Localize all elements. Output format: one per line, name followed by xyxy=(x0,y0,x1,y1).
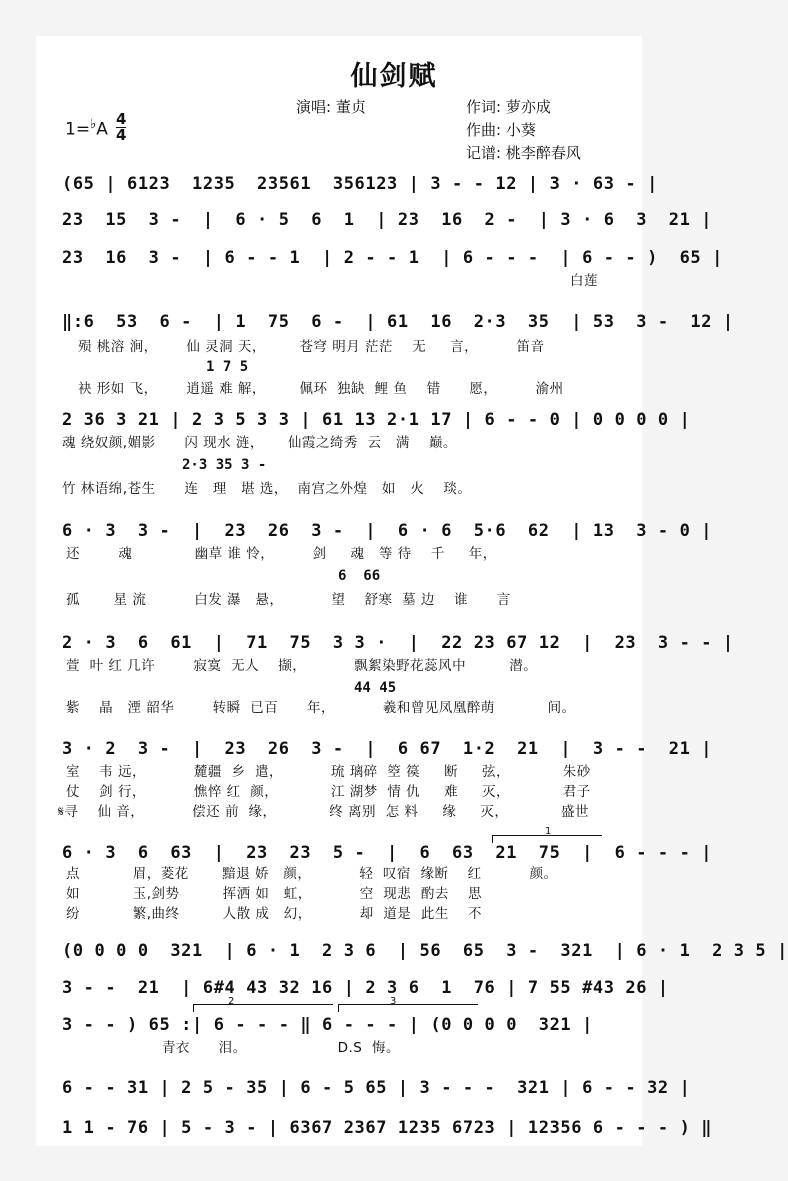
volta-number: 3 xyxy=(390,996,397,1007)
music-system xyxy=(62,247,723,289)
lyric-line: 室 韦 远， 麓疆 乡 遣， 琉 璃碎 箜 篌 断 弦， 朱砂 xyxy=(66,764,591,780)
lyric-line: 还 魂 幽草 谁 怜， 剑 魂 等 待 千 年， xyxy=(66,546,497,562)
lyric-line: 萱 叶 红 几许 寂寞 无人 撷， 飘絮染野花蕊风中 潜。 xyxy=(66,658,538,674)
key-note: A xyxy=(96,119,108,140)
lyric-line: 纷 繁,曲终 人散 成 幻， 却 道是 此生 不 xyxy=(66,906,483,922)
music-system xyxy=(62,311,734,397)
lyric-line: 殒 桃溶 涧， 仙 灵洞 天， 苍穹 明月 茫茫 无 言， 笛音 xyxy=(78,339,545,355)
notation-line: 3 · 2 3 - | 23 26 3 - | 6 67 1·2 21 | 3 - - 21 | xyxy=(62,739,713,759)
music-system xyxy=(62,1077,691,1099)
lyric-line: 袂 形如 飞， 逍遥 难 解， 佩环 独缺 鲤 鱼 错 愿， 渝州 xyxy=(78,381,564,397)
lyric-line: 白莲 xyxy=(570,273,598,289)
notation-line: ‖:6 53 6 - | 1 75 6 - | 61 16 2·3 35 | 53 3 - 12 | xyxy=(62,312,734,332)
time-numerator: 4 xyxy=(116,110,127,128)
notation-line: 6 · 3 3 - | 23 26 3 - | 6 · 6 5·6 62 | 13 3 - 0 | xyxy=(62,521,713,541)
music-system xyxy=(62,520,713,608)
lyricist-credit: 作词: 萝亦成 xyxy=(466,98,551,116)
alternate-notes: 1 7 5 xyxy=(206,359,249,375)
key-label: 1= xyxy=(65,119,91,140)
alternate-notes: 6 66 xyxy=(338,568,381,584)
music-system xyxy=(62,632,734,716)
lyric-line: 魂 绕奴颜,媚影 闪 现水 涟， 仙霞之绮秀 云 满 巅。 xyxy=(62,435,457,451)
lyric-line: 竹 林语绵,苍生 连 理 堪 选， 南宫之外煌 如 火 琰。 xyxy=(62,481,472,497)
lyric-line: 孤 星 流 白发 瀑 悬， 望 舒寒 墓 边 谁 言 xyxy=(66,592,511,608)
alternate-notes: 2·3 35 3 - xyxy=(182,457,267,473)
alternate-notes: 44 45 xyxy=(354,680,397,696)
music-system xyxy=(62,1014,610,1056)
lyric-line: 点 眉，菱花 黯退 娇 颜， 轻 叹宿 缘断 红 颜。 xyxy=(66,866,558,882)
notation-line: (65 | 6123 1235 23561 356123 | 3 - - 12 | 3 · 63 - | xyxy=(62,174,658,194)
notation-line: 23 16 3 - | 6 - - 1 | 2 - - 1 | 6 - - - | 6 - - ) 65 | xyxy=(62,248,723,268)
music-system xyxy=(62,209,713,231)
flat-sign: ♭ xyxy=(90,117,97,132)
notation-line: 23 15 3 - | 6 · 5 6 1 | 23 16 2 - | 3 · 6 3 21 | xyxy=(62,210,713,230)
notation-line: (0 0 0 0 321 | 6 · 1 2 3 6 | 56 65 3 - 321 | 6 · 1 2 3 5 | xyxy=(62,941,788,961)
song-title: 仙剑赋 xyxy=(350,61,438,92)
music-system xyxy=(62,173,658,195)
notation-line: 1 1 - 76 | 5 - 3 - | 6367 2367 1235 6723 | 12356 6 - - - ) ‖ xyxy=(62,1118,713,1138)
music-system xyxy=(62,409,691,497)
lyric-line: 紫 晶 湮 韶华 转瞬 已百 年， 羲和曾见凤凰醉萌 间。 xyxy=(66,700,576,716)
volta-bracket-3 xyxy=(338,1004,478,1005)
lyric-line: 仗 剑 行， 憔悴 红 颜， 江 湖梦 情 仇 难 灭， 君子 xyxy=(66,784,591,800)
music-system xyxy=(62,977,669,999)
music-system xyxy=(58,738,713,820)
notation-line: 3 - - ) 65 :| 6 - - - ‖ 6 - - - | (0 0 0 0 321 | xyxy=(62,1015,593,1035)
lyric-line: 𝄋寻 仙 音， 偿还 前 缘， 终 离别 怎 料 缘 灭， 盛世 xyxy=(58,804,590,820)
lyric-line: 青衣 泪。 D.S 悔。 xyxy=(66,1040,400,1056)
lyric-line: 如 玉,剑势 挥洒 如 虹， 空 现悲 酌去 思 xyxy=(66,886,483,902)
notation-line: 6 - - 31 | 2 5 - 35 | 6 - 5 65 | 3 - - - 321 | 6 - - 32 | xyxy=(62,1078,691,1098)
volta-bracket-2 xyxy=(193,1004,333,1005)
singer-credit: 演唱: 董贞 xyxy=(296,98,366,116)
volta-number: 1 xyxy=(545,826,552,837)
notation-line: 6 · 3 6 63 | 23 23 5 - | 6 63 21 75 | 6 - - - | xyxy=(62,843,713,863)
music-system xyxy=(62,842,713,922)
key-signature xyxy=(65,117,108,140)
music-system xyxy=(62,940,788,962)
music-system xyxy=(62,1117,713,1139)
time-denominator: 4 xyxy=(116,126,127,144)
notation-line: 2 · 3 6 61 | 71 75 3 3 · | 22 23 67 12 | 23 3 - - | xyxy=(62,633,734,653)
notation-line: 2 36 3 21 | 2 3 5 3 3 | 61 13 2·1 17 | 6 - - 0 | 0 0 0 0 | xyxy=(62,410,691,430)
transcriber-credit: 记谱: 桃李醉春风 xyxy=(466,144,581,162)
notation-line: 3 - - 21 | 6#4 43 32 16 | 2 3 6 1 76 | 7 55 #43 26 | xyxy=(62,978,669,998)
volta-number: 2 xyxy=(228,996,235,1007)
composer-credit: 作曲: 小葵 xyxy=(466,121,536,139)
time-signature xyxy=(116,112,126,143)
